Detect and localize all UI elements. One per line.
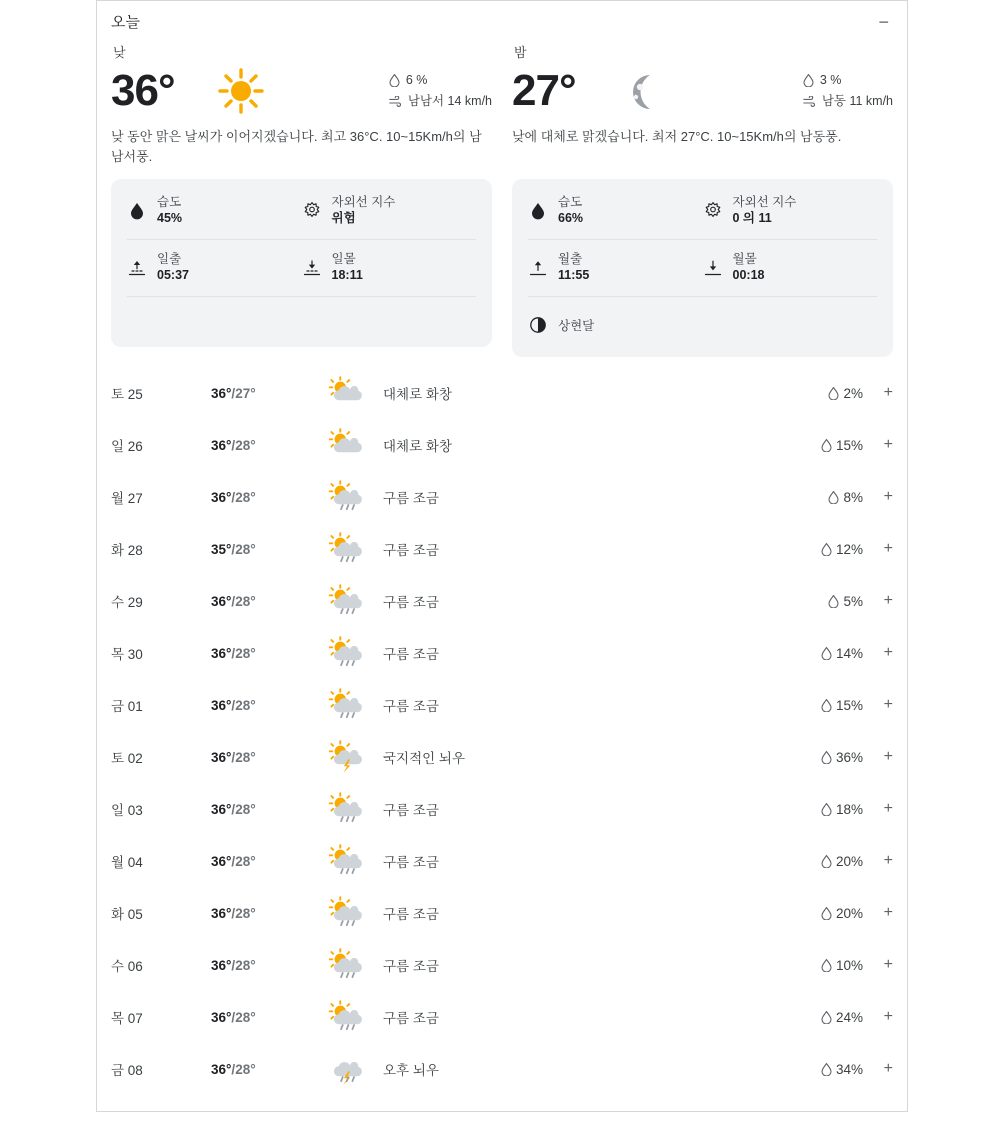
cloudy-sun-icon: [323, 688, 377, 722]
forecast-expand-button[interactable]: +: [883, 644, 893, 661]
forecast-precip-value: 15%: [835, 697, 863, 713]
forecast-high: 36°: [211, 437, 232, 453]
humidity-icon: [127, 201, 147, 221]
forecast-precip: [789, 386, 863, 401]
forecast-temps: 36°/28°: [211, 437, 256, 453]
night-description: 낮에 대체로 맑겠습니다. 최저 27°C. 10~15Km/h의 남동풍.: [512, 129, 842, 144]
forecast-expand-button[interactable]: +: [883, 904, 893, 921]
forecast-precip: [789, 906, 863, 921]
precip-drop-icon: [821, 1063, 832, 1076]
forecast-high: 36°: [211, 957, 232, 973]
forecast-condition: 구름 조금: [383, 1011, 439, 1026]
forecast-expand-button[interactable]: +: [883, 696, 893, 713]
forecast-condition: 구름 조금: [383, 491, 439, 506]
forecast-high: 36°: [211, 801, 232, 817]
forecast-precip-value: 15%: [835, 437, 863, 453]
forecast-day: 토 25: [111, 387, 143, 402]
cloudy-sun-icon: [323, 896, 377, 930]
forecast-low: 28°: [235, 437, 256, 453]
forecast-high: 36°: [211, 1061, 232, 1077]
day-sunset-cell: [302, 251, 477, 285]
today-panel: [96, 0, 908, 1112]
forecast-high: 36°: [211, 749, 232, 765]
forecast-day: 일 03: [111, 803, 143, 818]
forecast-precip-value: 12%: [835, 541, 863, 557]
forecast-expand-button[interactable]: +: [883, 540, 893, 557]
precip-drop-icon: [821, 907, 832, 920]
card-row: [528, 240, 877, 297]
forecast-low: 28°: [235, 905, 256, 921]
forecast-row[interactable]: [111, 939, 893, 991]
forecast-row[interactable]: [111, 419, 893, 471]
moon-phase-cell: [528, 315, 877, 335]
day-sunrise-key: 일출: [157, 252, 182, 267]
forecast-precip-value: 34%: [835, 1061, 863, 1077]
forecast-high: 36°: [211, 385, 232, 401]
card-row-spacer: [127, 297, 476, 343]
forecast-condition: 구름 조금: [383, 907, 439, 922]
day-sunrise-value: 05:37: [157, 268, 189, 283]
night-humidity-value: 66%: [558, 211, 584, 226]
day-precip: [389, 70, 492, 91]
night-moonset-cell: [703, 251, 878, 285]
precip-drop-icon: [821, 647, 832, 660]
forecast-expand-button[interactable]: +: [883, 592, 893, 609]
forecast-low: 28°: [235, 541, 256, 557]
forecast-low: 28°: [235, 645, 256, 661]
precip-drop-icon: [821, 751, 832, 764]
forecast-condition: 구름 조금: [383, 699, 439, 714]
forecast-low: 28°: [235, 489, 256, 505]
day-humidity-cell: [127, 194, 302, 228]
day-sunset-value: 18:11: [331, 268, 363, 283]
forecast-expand-button[interactable]: +: [883, 1060, 893, 1077]
forecast-low: 27°: [235, 385, 256, 401]
moon-phase-icon: [528, 315, 548, 335]
forecast-row[interactable]: [111, 783, 893, 835]
forecast-precip: [789, 594, 863, 609]
precip-drop-icon: [821, 543, 832, 556]
wind-icon: [803, 96, 816, 107]
forecast-temps: 36°/28°: [211, 801, 256, 817]
forecast-day: 수 29: [111, 595, 143, 610]
forecast-low: 28°: [235, 1009, 256, 1025]
forecast-temps: 36°/28°: [211, 593, 256, 609]
day-uv-value: 위험: [331, 211, 356, 226]
cloudy-sun-icon: [323, 1000, 377, 1034]
forecast-row[interactable]: [111, 523, 893, 575]
forecast-high: 36°: [211, 489, 232, 505]
forecast-low: 28°: [235, 749, 256, 765]
precip-drop-icon: [828, 491, 839, 504]
forecast-temps: 36°/28°: [211, 697, 256, 713]
forecast-expand-button[interactable]: +: [883, 852, 893, 869]
night-uv-cell: [703, 194, 878, 228]
precip-drop-icon: [821, 855, 832, 868]
forecast-high: 36°: [211, 645, 232, 661]
day-uv-key: 자외선 지수: [331, 195, 396, 210]
day-precip-value: 6 %: [405, 73, 428, 88]
day-night-columns: [111, 36, 893, 357]
forecast-high: 36°: [211, 905, 232, 921]
forecast-day: 화 28: [111, 543, 143, 558]
forecast-precip: [789, 958, 863, 973]
forecast-temps: 36°/28°: [211, 957, 256, 973]
forecast-precip-value: 18%: [835, 801, 863, 817]
day-column: [111, 36, 492, 357]
forecast-day: 월 27: [111, 491, 143, 506]
collapse-button[interactable]: −: [878, 11, 889, 32]
forecast-condition: 구름 조금: [383, 595, 439, 610]
night-label: 밤: [514, 45, 527, 60]
forecast-day: 수 06: [111, 959, 143, 974]
night-humidity-key: 습도: [558, 195, 583, 210]
forecast-precip-value: 20%: [835, 905, 863, 921]
forecast-low: 28°: [235, 1061, 256, 1077]
forecast-day: 목 30: [111, 647, 143, 662]
forecast-expand-button[interactable]: +: [883, 800, 893, 817]
forecast-low: 28°: [235, 697, 256, 713]
night-wind-value: 남동 11 km/h: [821, 94, 893, 108]
forecast-day: 금 08: [111, 1063, 143, 1078]
card-row: [528, 297, 877, 353]
thunderstorm-icon: [323, 1052, 377, 1086]
forecast-condition: 구름 조금: [383, 855, 439, 870]
card-row: [127, 240, 476, 297]
uv-icon: [703, 201, 723, 221]
precip-drop-icon: [828, 387, 839, 400]
day-wind: [389, 91, 492, 112]
precip-drop-icon: [803, 74, 814, 87]
forecast-condition: 구름 조금: [383, 959, 439, 974]
night-moonrise-key: 월출: [558, 252, 583, 267]
forecast-precip-value: 24%: [835, 1009, 863, 1025]
forecast-temps: 36°/28°: [211, 645, 256, 661]
precip-drop-icon: [821, 439, 832, 452]
forecast-condition: 대체로 화창: [383, 387, 452, 402]
partly-cloudy-icon: [323, 428, 377, 462]
sunset-icon: [302, 258, 322, 278]
sunrise-icon: [127, 258, 147, 278]
forecast-precip-value: 10%: [835, 957, 863, 973]
forecast-expand-button[interactable]: +: [883, 384, 893, 401]
forecast-row[interactable]: [111, 627, 893, 679]
forecast-expand-button[interactable]: +: [883, 488, 893, 505]
day-metrics: [389, 70, 492, 111]
day-humidity-value: 45%: [157, 211, 183, 226]
precip-drop-icon: [821, 1011, 832, 1024]
forecast-day: 일 26: [111, 439, 143, 454]
forecast-precip: [789, 802, 863, 817]
day-sunrise-cell: [127, 251, 302, 285]
day-uv-cell: [302, 194, 477, 228]
forecast-temps: 36°/28°: [211, 1009, 256, 1025]
night-precip: [803, 70, 893, 91]
day-temp-row: [111, 63, 492, 119]
forecast-temps: 36°/28°: [211, 905, 256, 921]
forecast-precip: [789, 1010, 863, 1025]
forecast-row[interactable]: [111, 887, 893, 939]
forecast-precip: [789, 490, 863, 505]
page-title: 오늘: [111, 14, 140, 31]
forecast-low: 28°: [235, 801, 256, 817]
night-temperature: 27°: [512, 66, 576, 115]
moonrise-icon: [528, 258, 548, 278]
day-humidity-key: 습도: [157, 195, 182, 210]
forecast-precip: [789, 542, 863, 557]
sunny-icon: [215, 65, 267, 117]
forecast-high: 35°: [211, 541, 232, 557]
night-moonrise-cell: [528, 251, 703, 285]
forecast-row[interactable]: [111, 367, 893, 419]
forecast-low: 28°: [235, 853, 256, 869]
forecast-low: 28°: [235, 593, 256, 609]
forecast-row[interactable]: [111, 575, 893, 627]
forecast-precip: [789, 750, 863, 765]
forecast-row[interactable]: [111, 679, 893, 731]
moon-icon: [616, 65, 668, 117]
uv-icon: [302, 201, 322, 221]
day-wind-value: 남남서 14 km/h: [407, 94, 492, 108]
night-uv-value: 0 의 11: [732, 211, 772, 226]
precip-drop-icon: [821, 803, 832, 816]
night-uv-key: 자외선 지수: [732, 195, 797, 210]
cloudy-sun-icon: [323, 480, 377, 514]
forecast-list: [111, 367, 893, 1095]
day-temperature: 36°: [111, 66, 175, 115]
forecast-expand-button[interactable]: +: [883, 956, 893, 973]
forecast-row[interactable]: [111, 991, 893, 1043]
thunderstorm-sun-icon: [323, 740, 377, 774]
night-moonset-key: 월몰: [732, 252, 757, 267]
forecast-high: 36°: [211, 853, 232, 869]
forecast-condition: 오후 뇌우: [383, 1063, 439, 1078]
night-metrics: [803, 70, 893, 111]
forecast-row[interactable]: [111, 471, 893, 523]
cloudy-sun-icon: [323, 584, 377, 618]
card-row: [528, 183, 877, 240]
forecast-day: 월 04: [111, 855, 143, 870]
forecast-precip-value: 5%: [843, 593, 863, 609]
forecast-day: 토 02: [111, 751, 143, 766]
forecast-expand-button[interactable]: +: [883, 748, 893, 765]
night-wind: [803, 91, 893, 112]
night-moonrise-value: 11:55: [558, 268, 590, 283]
partly-cloudy-icon: [323, 376, 377, 410]
forecast-high: 36°: [211, 593, 232, 609]
forecast-precip: [789, 698, 863, 713]
day-sunset-key: 일몰: [331, 252, 356, 267]
forecast-condition: 구름 조금: [383, 803, 439, 818]
forecast-row[interactable]: [111, 1043, 893, 1095]
cloudy-sun-icon: [323, 844, 377, 878]
forecast-high: 36°: [211, 1009, 232, 1025]
forecast-precip-value: 8%: [843, 489, 863, 505]
forecast-day: 화 05: [111, 907, 143, 922]
forecast-condition: 대체로 화창: [383, 439, 452, 454]
forecast-temps: 36°/28°: [211, 853, 256, 869]
forecast-precip: [789, 438, 863, 453]
precip-drop-icon: [828, 595, 839, 608]
forecast-row[interactable]: [111, 731, 893, 783]
cloudy-sun-icon: [323, 948, 377, 982]
forecast-precip: [789, 854, 863, 869]
moonset-icon: [703, 258, 723, 278]
wind-icon: [389, 96, 402, 107]
forecast-precip-value: 2%: [843, 385, 863, 401]
night-temp-row: [512, 63, 893, 119]
night-humidity-cell: [528, 194, 703, 228]
forecast-expand-button[interactable]: +: [883, 1008, 893, 1025]
forecast-condition: 국지적인 뇌우: [383, 751, 465, 766]
forecast-row[interactable]: [111, 835, 893, 887]
forecast-day: 목 07: [111, 1011, 143, 1026]
cloudy-sun-icon: [323, 636, 377, 670]
forecast-temps: 35°/28°: [211, 541, 256, 557]
cloudy-sun-icon: [323, 792, 377, 826]
forecast-condition: 구름 조금: [383, 647, 439, 662]
night-detail-card: [512, 179, 893, 357]
forecast-precip-value: 36%: [835, 749, 863, 765]
forecast-precip: [789, 1062, 863, 1077]
forecast-temps: 36°/27°: [211, 385, 256, 401]
day-detail-card: [111, 179, 492, 347]
day-description: 낮 동안 맑은 날씨가 이어지겠습니다. 최고 36°C. 10~15Km/h의 남남서풍.: [111, 129, 482, 164]
forecast-precip: [789, 646, 863, 661]
forecast-temps: 36°/28°: [211, 489, 256, 505]
forecast-temps: 36°/28°: [211, 749, 256, 765]
cloudy-sun-icon: [323, 532, 377, 566]
night-precip-value: 3 %: [819, 73, 842, 88]
forecast-high: 36°: [211, 697, 232, 713]
humidity-icon: [528, 201, 548, 221]
forecast-expand-button[interactable]: +: [883, 436, 893, 453]
precip-drop-icon: [821, 959, 832, 972]
precip-drop-icon: [389, 74, 400, 87]
night-moonset-value: 00:18: [732, 268, 765, 283]
moon-phase-label: 상현달: [558, 319, 595, 333]
precip-drop-icon: [821, 699, 832, 712]
forecast-day: 금 01: [111, 699, 143, 714]
forecast-temps: 36°/28°: [211, 1061, 256, 1077]
night-column: [512, 36, 893, 357]
forecast-precip-value: 20%: [835, 853, 863, 869]
forecast-precip-value: 14%: [835, 645, 863, 661]
forecast-low: 28°: [235, 957, 256, 973]
card-row: [127, 183, 476, 240]
panel-header: [111, 1, 893, 36]
forecast-condition: 구름 조금: [383, 543, 439, 558]
day-label: 낮: [113, 45, 126, 60]
